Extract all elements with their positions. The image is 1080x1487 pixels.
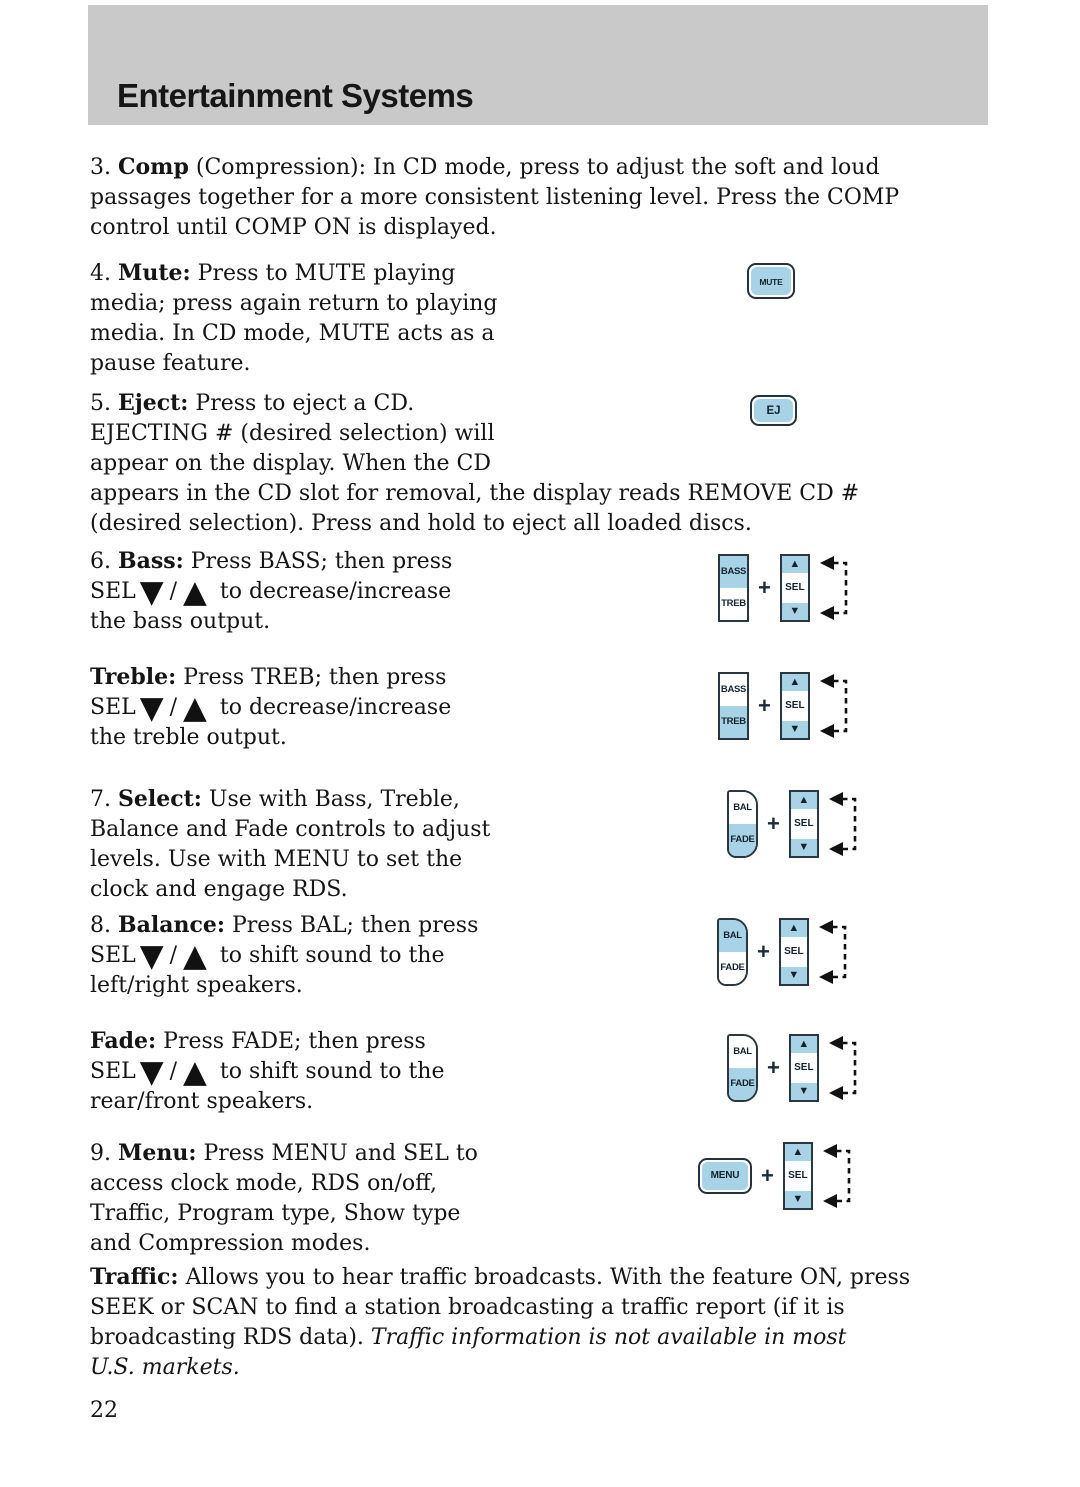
down-triangle-icon: ▼ — [139, 938, 164, 974]
text-line: SEEK or SCAN to find a station broadcasting a traffic report (if it is — [90, 1295, 845, 1320]
mute-key — [747, 263, 795, 299]
section-menu — [90, 1138, 1000, 1259]
text-line: Press BASS; then press — [190, 549, 453, 574]
plus-sign: + — [761, 1163, 774, 1188]
eject-key-label: EJ — [766, 404, 781, 417]
section-bass — [90, 546, 1000, 637]
section-comp — [90, 152, 1000, 243]
down-triangle-icon: ▼ — [139, 574, 164, 610]
item-number: 7. — [90, 787, 111, 812]
item-label: Traffic: — [90, 1264, 179, 1290]
text-line: SEL ▼ / ▲ to shift sound to the — [90, 938, 445, 974]
up-triangle-icon: ▲ — [183, 938, 207, 974]
sel-label-cell: SEL — [794, 1062, 814, 1073]
sel-label-cell: SEL — [785, 582, 805, 593]
text-line: appear on the display. When the CD — [90, 451, 491, 476]
repeat-arrows-icon — [828, 790, 860, 858]
section-balance — [90, 910, 1000, 1001]
sel-label-cell: SEL — [784, 946, 804, 957]
fade-key-cell: FADE — [729, 1068, 756, 1100]
item-label: Select: — [118, 786, 202, 812]
fade-key-cell: FADE — [719, 952, 746, 984]
text-line: media. In CD mode, MUTE acts as a — [90, 321, 495, 346]
sel-key — [780, 554, 810, 622]
sel-up-cell: ▲ — [782, 674, 808, 691]
down-triangle-icon: ▼ — [139, 690, 164, 726]
repeat-arrows-icon — [822, 1142, 854, 1210]
sel-up-cell: ▲ — [781, 920, 807, 937]
item-label: Balance: — [118, 912, 225, 938]
repeat-arrows-icon — [828, 1034, 860, 1102]
plus-sign: + — [767, 1055, 780, 1080]
sel-down-cell: ▼ — [782, 721, 808, 738]
figure-menu-sel — [698, 1142, 854, 1210]
fade-key-cell: FADE — [729, 824, 756, 856]
text-line: rear/front speakers. — [90, 1089, 314, 1114]
bal-key-cell: BAL — [729, 792, 756, 824]
sel-up-cell: ▲ — [791, 1036, 817, 1053]
figure-bass-sel — [718, 554, 851, 622]
text-line: broadcasting RDS data). Traffic information is not available in most — [90, 1325, 847, 1350]
item-number: 4. — [90, 261, 111, 286]
item-label: Comp — [118, 154, 189, 180]
sel-down-cell: ▼ — [791, 839, 817, 856]
text-line: left/right speakers. — [90, 973, 303, 998]
text-line: EJECTING # (desired selection) will — [90, 421, 495, 446]
item-label: Treble: — [90, 664, 177, 690]
menu-key-label: MENU — [710, 1170, 740, 1181]
text-line: Press TREB; then press — [183, 665, 447, 690]
sel-key — [783, 1142, 813, 1210]
plus-sign: + — [758, 575, 771, 600]
text-line: and Compression modes. — [90, 1231, 371, 1256]
italic-note: Traffic information is not available in most — [370, 1325, 847, 1350]
sel-up-cell: ▲ — [785, 1144, 811, 1161]
up-triangle-icon: ▲ — [183, 574, 207, 610]
eject-key — [750, 395, 797, 426]
bal-key-cell: BAL — [719, 920, 746, 952]
bass-key-cell: BASS — [720, 556, 747, 588]
up-triangle-icon: ▲ — [183, 690, 207, 726]
text-line: appears in the CD slot for removal, the display reads REMOVE CD # — [90, 481, 860, 506]
text-line: Press FADE; then press — [163, 1029, 426, 1054]
sel-key — [789, 1034, 819, 1102]
down-triangle-icon: ▼ — [139, 1054, 164, 1090]
text-line: the treble output. — [90, 725, 287, 750]
bal-key-cell: BAL — [729, 1036, 756, 1068]
sel-down-cell: ▼ — [781, 967, 807, 984]
treb-key-cell: TREB — [720, 588, 747, 620]
sel-key — [779, 918, 809, 986]
item-number: 5. — [90, 391, 111, 416]
text-line: Traffic, Program type, Show type — [90, 1201, 461, 1226]
page-number: 22 — [90, 1398, 118, 1423]
item-number: 9. — [90, 1141, 111, 1166]
text-line: Press to eject a CD. — [195, 391, 415, 416]
figure-balance-sel — [717, 918, 850, 986]
plus-sign: + — [758, 693, 771, 718]
section-fade — [90, 1026, 1000, 1117]
text-line: passages together for a more consistent listening level. Press the COMP — [90, 185, 900, 210]
bal-fade-key — [717, 918, 748, 986]
figure-mute-key — [747, 263, 795, 299]
plus-sign: + — [757, 939, 770, 964]
figure-treble-sel — [718, 672, 851, 740]
sel-up-cell: ▲ — [791, 792, 817, 809]
bal-fade-key — [727, 1034, 758, 1102]
text-line: Press MENU and SEL to — [203, 1141, 478, 1166]
section-traffic — [90, 1262, 1000, 1383]
up-triangle-icon: ▲ — [183, 1054, 207, 1090]
text-line: (desired selection). Press and hold to eject all loaded discs. — [90, 511, 752, 536]
item-label: Menu: — [118, 1140, 197, 1166]
sel-label-cell: SEL — [788, 1170, 808, 1181]
item-label: Mute: — [118, 260, 191, 286]
sel-label-cell: SEL — [785, 700, 805, 711]
item-label: Bass: — [118, 548, 184, 574]
figure-fade-sel — [727, 1034, 860, 1102]
text-line: Balance and Fade controls to adjust — [90, 817, 491, 842]
item-number: 3. — [90, 155, 111, 180]
section-mute — [90, 258, 1000, 379]
text-line: media; press again return to playing — [90, 291, 498, 316]
text-line: Use with Bass, Treble, — [208, 787, 460, 812]
item-label: Fade: — [90, 1028, 157, 1054]
header-band — [88, 5, 988, 125]
section-eject — [90, 388, 1000, 539]
bass-treb-key — [718, 672, 749, 740]
text-line: Press to MUTE playing — [197, 261, 456, 286]
plus-sign: + — [767, 811, 780, 836]
page-title: Entertainment Systems — [117, 77, 474, 114]
text-line: Allows you to hear traffic broadcasts. With the feature ON, press — [185, 1265, 911, 1290]
text-line: (Compression): In CD mode, press to adjust the soft and loud — [195, 155, 880, 180]
text-line: Press BAL; then press — [231, 913, 479, 938]
italic-note: U.S. markets. — [90, 1355, 240, 1380]
bal-fade-key — [727, 790, 758, 858]
item-label: Eject: — [118, 390, 189, 416]
sel-up-cell: ▲ — [782, 556, 808, 573]
item-number: 6. — [90, 549, 111, 574]
treb-key-cell: TREB — [720, 706, 747, 738]
bass-treb-key — [718, 554, 749, 622]
text-line: SEL ▼ / ▲ to decrease/increase — [90, 574, 452, 610]
text-line: the bass output. — [90, 609, 271, 634]
sel-down-cell: ▼ — [785, 1191, 811, 1208]
text-line: SEL ▼ / ▲ to decrease/increase — [90, 690, 452, 726]
repeat-arrows-icon — [818, 918, 850, 986]
text-line: levels. Use with MENU to set the — [90, 847, 463, 872]
sel-down-cell: ▼ — [782, 603, 808, 620]
figure-select-sel — [727, 790, 860, 858]
menu-key — [698, 1158, 752, 1194]
section-select — [90, 784, 1000, 905]
repeat-arrows-icon — [819, 672, 851, 740]
text-line: pause feature. — [90, 351, 251, 376]
figure-eject-key — [750, 395, 797, 426]
sel-label-cell: SEL — [794, 818, 814, 829]
text-line: SEL ▼ / ▲ to shift sound to the — [90, 1054, 445, 1090]
text-line: access clock mode, RDS on/off, — [90, 1171, 437, 1196]
text-line — [90, 1355, 240, 1380]
text-line: clock and engage RDS. — [90, 877, 348, 902]
sel-key — [789, 790, 819, 858]
bass-key-cell: BASS — [720, 674, 747, 706]
sel-down-cell: ▼ — [791, 1083, 817, 1100]
text-line: control until COMP ON is displayed. — [90, 215, 497, 240]
repeat-arrows-icon — [819, 554, 851, 622]
item-number: 8. — [90, 913, 111, 938]
section-treble — [90, 662, 1000, 753]
mute-key-label: MUTE — [759, 276, 783, 287]
sel-key — [780, 672, 810, 740]
